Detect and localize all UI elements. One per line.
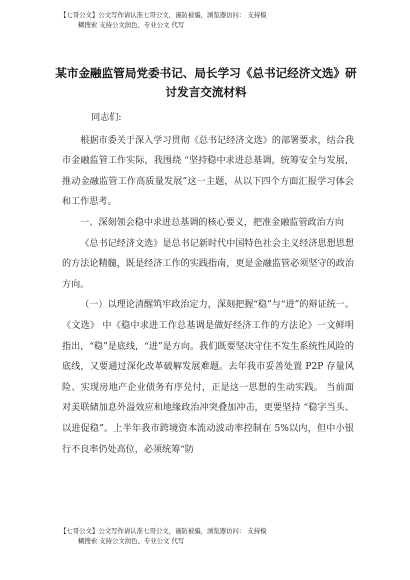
paragraph-point-1: （一）以理论清醒筑牢政治定力，深刻把握“稳”与“进”的辩证统一。《文选》 中《稳中求进工作总基调是做好经济工作的方法论》一文鲜明指出，“稳”是底线，“进”是方向。我们既要坚决守住不发生系统性风险的底线，又要通过深化改革破解发展难题。去年我市妥善处置 P2P 存量风险、实现房地产企业债务有序兑付，正是这一思想的生动实践。 当前面对美联储加息外溢效应和地缘政治冲突叠加冲击，更要坚持 “稳字当头、 以进促稳”。上半年我市跨境资本流动波动率控制在 5%以内，但中小银行不良率仍处高位，必须统筹“防 (62, 300, 354, 455)
paragraph-wenxuan: 《总书记经济文选》是总书记新时代中国特色社会主义经济思想思想的方法论精髓，既是经济工作的实践指南，更是金融监管必须坚守的政治方向。 (62, 238, 354, 290)
paragraph-intro: 根据市委关于深入学习贯彻《总书记经济文选》的部署要求，结合我市金融监管工作实际，我围绕 “坚持稳中求进总基调，统筹安全与发展，推动金融监管工作高质量发展”这一主题，从以下四个方面汇报学习体会和工作思考。 (62, 135, 354, 208)
salutation: 同志们: (91, 113, 122, 123)
title-line2: 讨发言交流材料 (165, 85, 247, 99)
footer-notice-line2: 糊搜索 支持公文润色、专业公文 代写 (78, 537, 185, 545)
document-title (50, 64, 362, 102)
header-notice (60, 10, 360, 30)
footer-notice-line1: 【七哥公文】公文写作请认准七哥公文，谨防被骗，浏览器访问： 支持模 (60, 527, 267, 535)
document-body (62, 108, 354, 460)
header-notice-line2: 糊搜索 支持公文润色、专业公文 代写 (78, 21, 185, 29)
footer-notice (60, 526, 360, 546)
section-heading-1: 一、深刻领会稳中求进总基调的核心要义，把准金融监管政治方向 (80, 217, 344, 228)
header-notice-line1: 【七哥公文】公文写作请认准七哥公文，谨防被骗，浏览器访问： 支持模 (60, 11, 267, 19)
title-line1: 某市金融监管局党委书记、局长学习《总书记经济文选》研 (55, 66, 357, 80)
